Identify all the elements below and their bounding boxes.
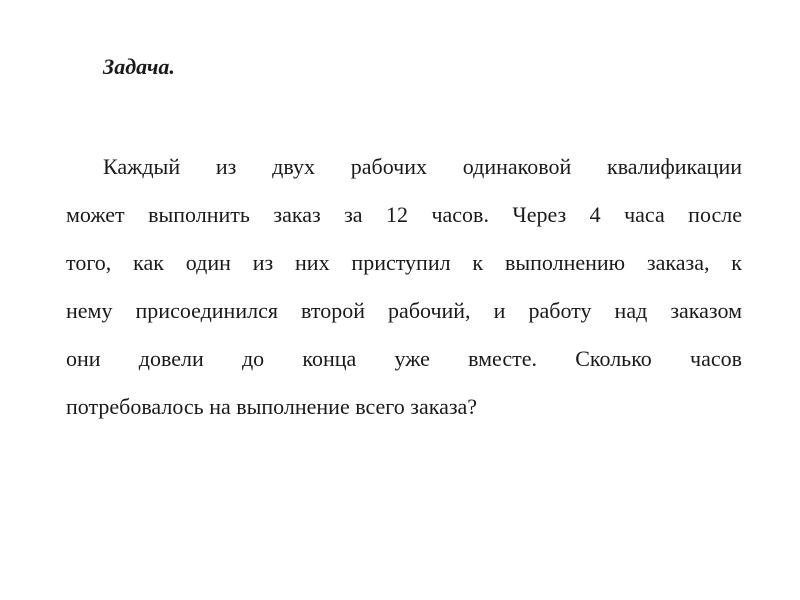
task-text-line: может выполнить заказ за 12 часов. Через 4 часа после [66, 202, 742, 227]
task-text-line: того, как один из них приступил к выполнению заказа, к [66, 250, 742, 275]
task-text-line: потребовалось на выполнение всего заказа? [66, 394, 478, 419]
task-title: Задача. [103, 54, 175, 79]
task-text [66, 143, 742, 431]
task-text-line: нему присоединился второй рабочий, и работу над заказом [66, 298, 742, 323]
task-text-line: Каждый из двух рабочих одинаковой квалификации [103, 154, 742, 179]
task-text-line: они довели до конца уже вместе. Сколько часов [66, 346, 742, 371]
